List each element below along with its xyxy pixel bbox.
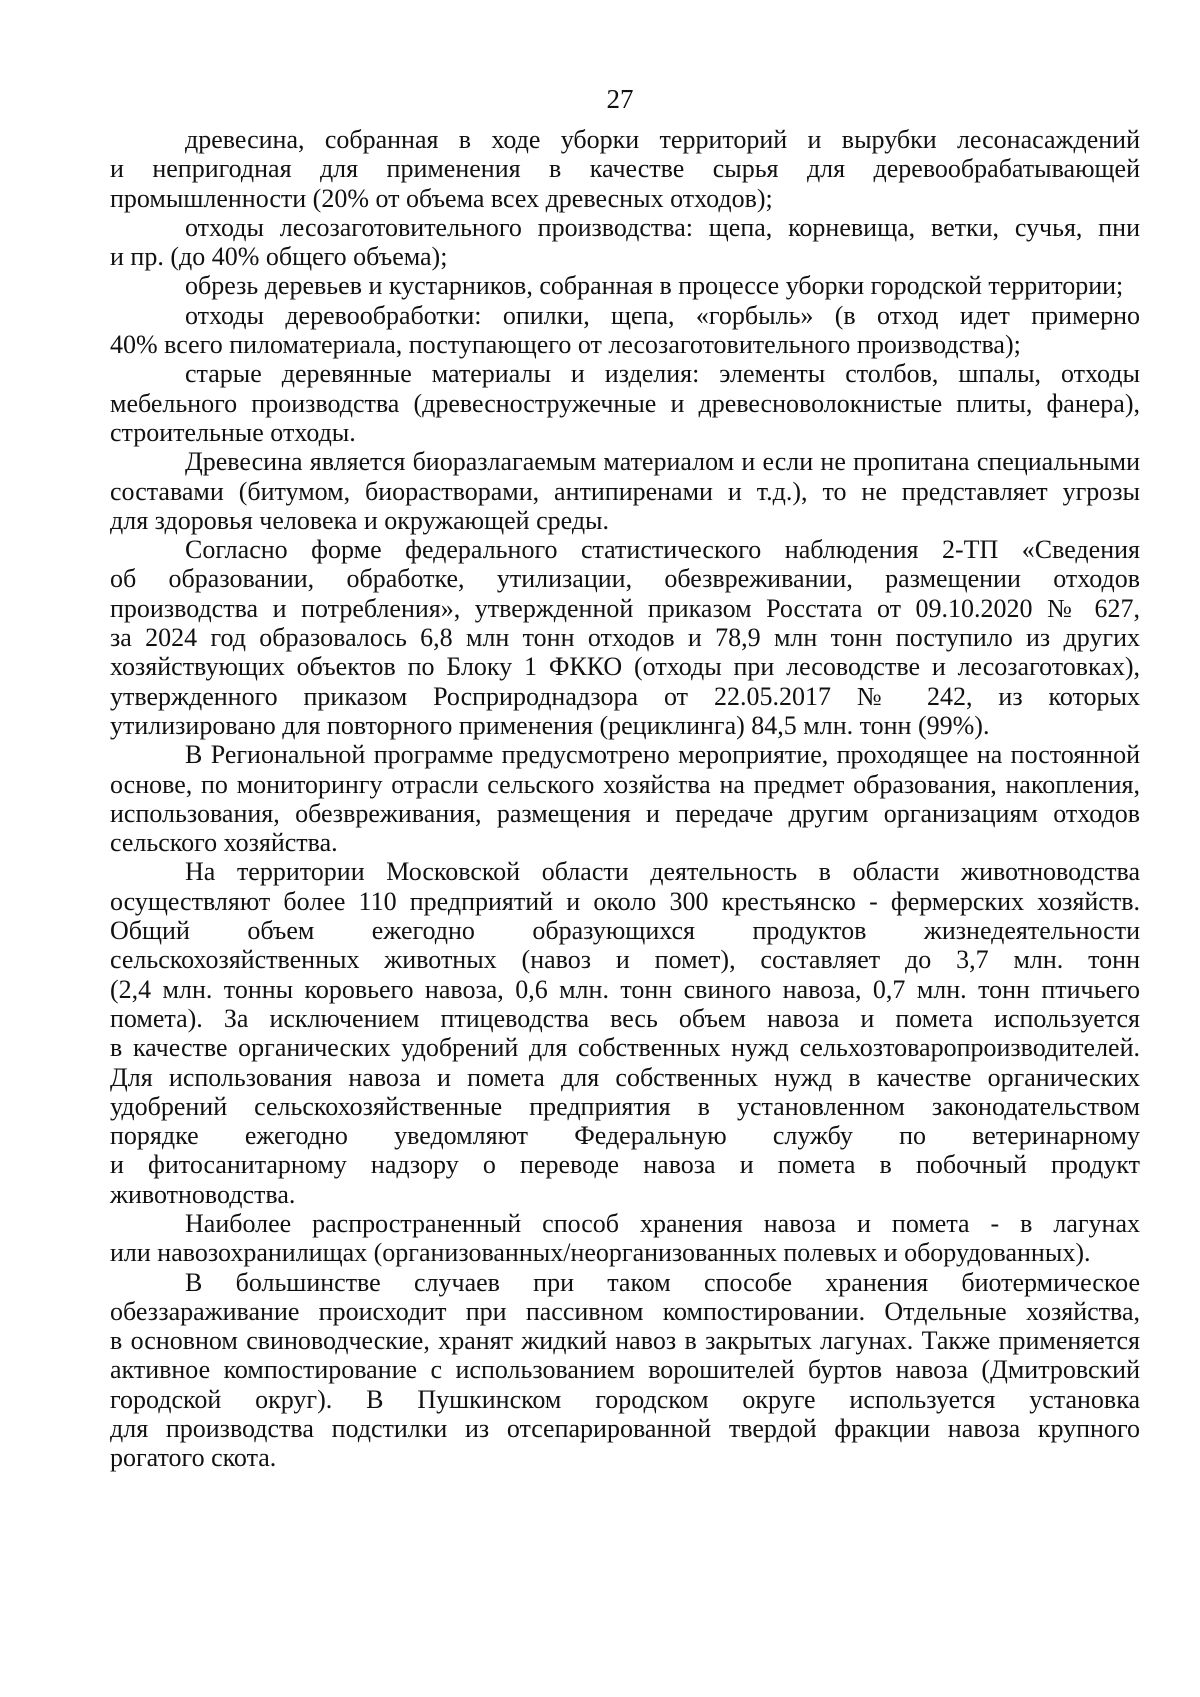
text-line: активное компостирование с использованием ворошителей буртов навоза (Дмитровский (110, 1355, 1140, 1385)
text-line: Наиболее распространенный способ хранения навоза и помета - в лагунах (185, 1208, 1140, 1238)
text-line: осуществляют более 110 предприятий и около 300 крестьянско - фермерских хозяйств. (110, 886, 1140, 916)
text-line: Для использования навоза и помета для собственных нужд в качестве органических (110, 1062, 1140, 1092)
paragraph (110, 535, 1140, 740)
text-line: производства и потребления», утвержденной приказом Росстата от 09.10.2020 № 627, (110, 593, 1140, 623)
text-line: помета). За исключением птицеводства весь объем навоза и помета используется (110, 1003, 1140, 1033)
text-line: утвержденного приказом Росприроднадзора от 22.05.2017 № 242, из которых (110, 681, 1140, 711)
text-line: рогатого скота. (110, 1443, 277, 1473)
text-line: обрезь деревьев и кустарников, собранная в процессе уборки городской территории; (185, 271, 1124, 301)
text-line: отходы деревообработки: опилки, щепа, «горбыль» (в отход идет примерно (185, 300, 1140, 330)
text-line: за 2024 год образовалось 6,8 млн тонн отходов и 78,9 млн тонн поступило из других (110, 623, 1140, 653)
paragraph (110, 213, 1140, 272)
text-line: в качестве органических удобрений для собственных нужд сельхозтоваропроизводителей. (110, 1033, 1140, 1063)
text-line: и непригодная для применения в качестве сырья для деревообрабатывающей (110, 154, 1140, 184)
paragraph (110, 1268, 1140, 1473)
text-line: городской округ). В Пушкинском городском округе используется установка (110, 1384, 1140, 1414)
text-line: промышленности (20% от объема всех древесных отходов); (110, 183, 773, 213)
paragraph (110, 857, 1140, 1209)
text-line: мебельного производства (древесностружечные и древесноволокнистые плиты, фанера), (110, 388, 1140, 418)
text-line: или навозохранилищах (организованных/неорганизованных полевых и оборудованных). (110, 1238, 1091, 1268)
text-line: сельскохозяйственных животных (навоз и помет), составляет до 3,7 млн. тонн (110, 945, 1140, 975)
text-line: для здоровья человека и окружающей среды. (110, 505, 610, 535)
paragraph (110, 447, 1140, 535)
paragraph (110, 271, 1140, 300)
text-line: хозяйствующих объектов по Блоку 1 ФККО (отходы при лесоводстве и лесозаготовках), (110, 652, 1140, 682)
page-number: 27 (606, 84, 634, 114)
text-line: основе, по мониторингу отрасли сельского хозяйства на предмет образования, накопления, (110, 769, 1140, 799)
text-line: 40% всего пиломатериала, поступающего от лесозаготовительного производства); (110, 330, 1021, 360)
text-line: Древесина является биоразлагаемым материалом и если не пропитана специальными (185, 447, 1140, 477)
text-line: На территории Московской области деятельность в области животноводства (185, 857, 1140, 887)
paragraph (110, 740, 1140, 857)
text-line: отходы лесозаготовительного производства: щепа, корневища, ветки, сучья, пни (185, 212, 1140, 242)
text-line: использования, обезвреживания, размещения и передаче другим организациям отходов (110, 798, 1140, 828)
text-line: обеззараживание происходит при пассивном компостировании. Отдельные хозяйства, (110, 1296, 1140, 1326)
text-line: и фитосанитарному надзору о переводе навоза и помета в побочный продукт (110, 1150, 1140, 1180)
text-line: для производства подстилки из отсепарированной твердой фракции навоза крупного (110, 1414, 1140, 1444)
paragraph (110, 1209, 1140, 1268)
text-line: Общий объем ежегодно образующихся продуктов жизнедеятельности (110, 916, 1140, 946)
text-line: порядке ежегодно уведомляют Федеральную службу по ветеринарному (110, 1121, 1140, 1151)
paragraph (110, 359, 1140, 447)
text-line: В Региональной программе предусмотрено мероприятие, проходящее на постоянной (185, 740, 1140, 770)
text-line: в основном свиноводческие, хранят жидкий навоз в закрытых лагунах. Также применяется (110, 1326, 1140, 1356)
text-line: Согласно форме федерального статистического наблюдения 2-ТП «Сведения (185, 535, 1140, 565)
text-line: сельского хозяйства. (110, 828, 338, 858)
text-line: древесина, собранная в ходе уборки территорий и вырубки лесонасаждений (185, 125, 1140, 154)
text-line: старые деревянные материалы и изделия: элементы столбов, шпалы, отходы (185, 359, 1140, 389)
text-line: составами (битумом, биорастворами, антипиренами и т.д.), то не представляет угрозы (110, 476, 1140, 506)
text-line: В большинстве случаев при таком способе хранения биотермическое (185, 1267, 1140, 1297)
paragraph (110, 301, 1140, 360)
text-line: и пр. (до 40% общего объема); (110, 242, 448, 272)
text-line: животноводства. (110, 1179, 296, 1209)
text-line: об образовании, обработке, утилизации, обезвреживании, размещении отходов (110, 564, 1140, 594)
document-body (110, 125, 1140, 1473)
text-line: удобрений сельскохозяйственные предприятия в установленном законодательством (110, 1091, 1140, 1121)
paragraph (110, 125, 1140, 213)
text-line: (2,4 млн. тонны коровьего навоза, 0,6 млн. тонн свиного навоза, 0,7 млн. тонн птичьего (110, 974, 1140, 1004)
paragraph-list (110, 125, 1140, 1473)
text-line: утилизировано для повторного применения (рециклинга) 84,5 млн. тонн (99%). (110, 710, 990, 740)
text-line: строительные отходы. (110, 417, 356, 447)
